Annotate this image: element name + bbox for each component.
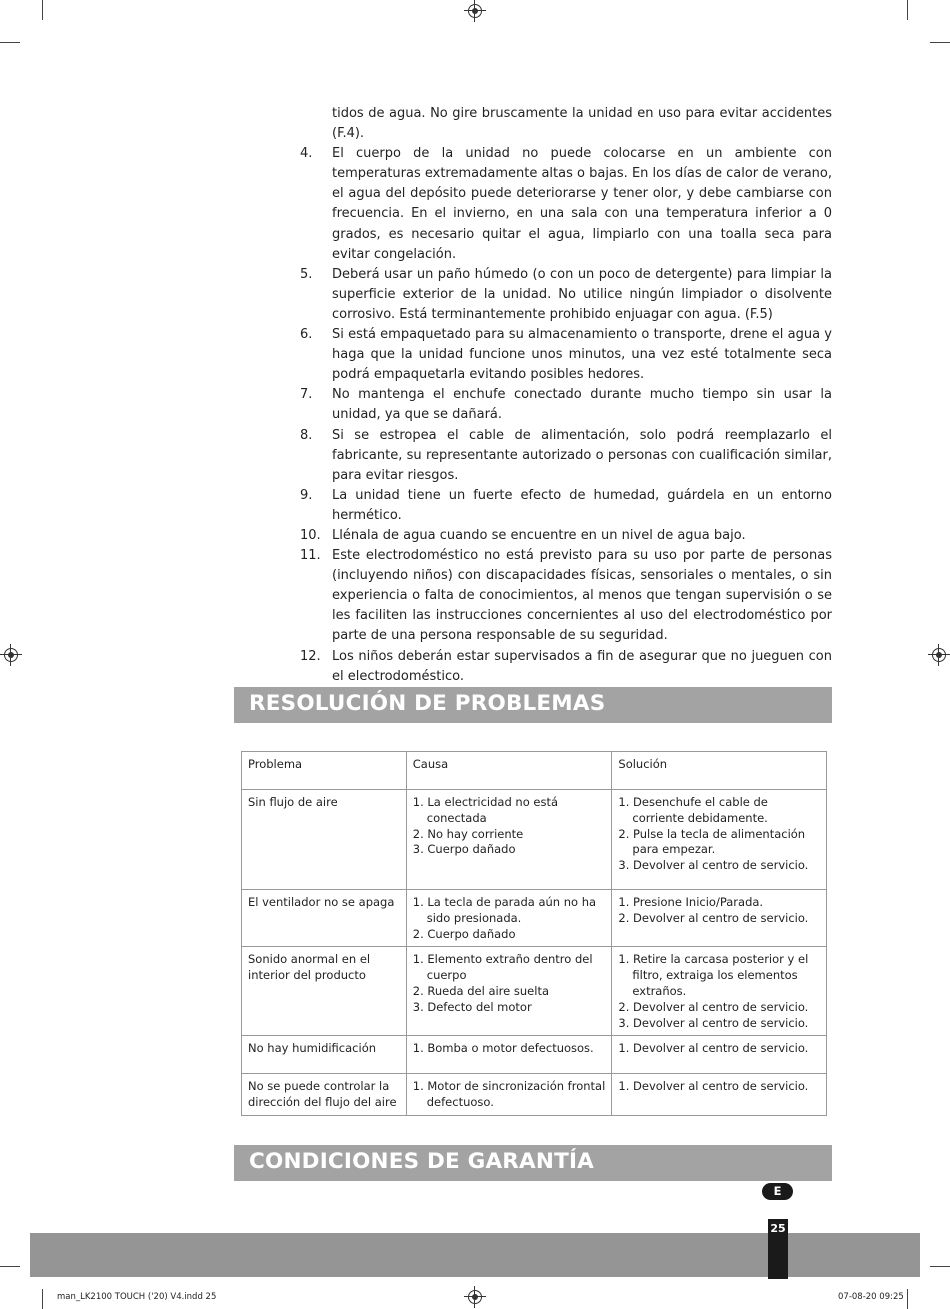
- section-title: CONDICIONES DE GARANTÍA: [249, 1149, 594, 1174]
- list-item-text: Este electrodoméstico no está previsto para su uso por parte de personas (incluyendo niños) con discapacidades físicas, sensoriales o mentales, o sin experiencia o falta de conocimientos, al menos que tengan supervisión o se les faciliten las instrucciones concernientes al uso del electrodoméstico por parte de una persona responsable de su seguridad.: [332, 548, 832, 644]
- header-cell: Causa: [406, 752, 612, 790]
- list-continuation: tidos de agua. No gire bruscamente la unidad en uso para evitar accidentes (F.4).: [332, 106, 832, 142]
- crop-mark: [0, 42, 20, 43]
- list-item-number: 5.: [300, 266, 313, 282]
- solution-cell: [612, 1036, 827, 1074]
- list-item: [300, 385, 832, 425]
- solution-cell: [612, 890, 827, 947]
- problem-cell: No hay humidificación: [242, 1036, 407, 1074]
- list-item-number: 7.: [300, 387, 313, 403]
- registration-mark-icon: [468, 4, 482, 18]
- crop-mark: [42, 1289, 43, 1309]
- list-item-number: 6.: [300, 327, 313, 343]
- cause-item: 2. Rueda del aire suelta: [412, 983, 549, 998]
- registration-mark-icon: [4, 648, 18, 662]
- solution-item: 2. Devolver al centro de servicio.: [618, 999, 809, 1014]
- list-item-text: Deberá usar un paño húmedo (o con un poco de detergente) para limpiar la superficie exterior de la unidad. No utilice ningún limpiador o disolvente corrosivo. Está terminantemente prohibido enjuagar con agua. (F.5): [332, 266, 832, 322]
- registration-mark-icon: [468, 1290, 482, 1304]
- list-item-number: 8.: [300, 427, 313, 443]
- print-slug-right: 07-08-20 09:25: [838, 1292, 904, 1302]
- section-header-warranty: [234, 1145, 832, 1181]
- solution-cell: [612, 947, 827, 1036]
- table-header-row: [242, 752, 827, 790]
- maintenance-list: [300, 104, 832, 687]
- list-item: [300, 265, 832, 325]
- list-item-text: No mantenga el enchufe conectado durante mucho tiempo sin usar la unidad, ya que se dañará.: [332, 387, 832, 423]
- cause-cell: [406, 890, 612, 947]
- table-row: [242, 890, 827, 947]
- cause-item: 1. Elemento extraño dentro del cuerpo: [412, 952, 593, 983]
- solution-item: 1. Presione Inicio/Parada.: [618, 895, 764, 909]
- section-header-troubleshooting: [234, 687, 832, 723]
- solution-cell: [612, 1074, 827, 1116]
- table-row: [242, 790, 827, 890]
- list-item-text: Los niños deberán estar supervisados a fin de asegurar que no jueguen con el electrodoméstico.: [332, 648, 832, 684]
- crop-mark: [930, 42, 950, 43]
- solution-item: 1. Desenchufe el cable de corriente debidamente.: [618, 795, 768, 825]
- list-item-number: 12.: [300, 648, 321, 664]
- cause-item: 2. No hay corriente: [412, 826, 524, 841]
- problem-cell: Sin flujo de aire: [242, 790, 407, 890]
- solution-item: 1. Devolver al centro de servicio.: [618, 1079, 809, 1094]
- problem-cell: No se puede controlar la dirección del flujo del aire: [242, 1074, 407, 1116]
- list-items: [300, 144, 832, 687]
- registration-mark-icon: [932, 648, 946, 662]
- table-row: [242, 1036, 827, 1074]
- problem-cell: Sonido anormal en el interior del producto: [242, 947, 407, 1036]
- list-item-text: Si se estropea el cable de alimentación, solo podrá reemplazarlo el fabricante, su representante autorizado o personas con cualificación similar, para evitar riesgos.: [332, 427, 832, 483]
- solution-item: 1. Retire la carcasa posterior y el filtro, extraiga los elementos extraños.: [618, 952, 809, 998]
- list-item-text: Si está empaquetado para su almacenamiento o transporte, drene el agua y haga que la unidad funcione unos minutos, una vez esté totalmente seca podrá empaquetarla evitando posibles hedores.: [332, 327, 832, 383]
- cause-item: 1. Motor de sincronización frontal defectuoso.: [412, 1079, 606, 1110]
- cause-item: 1. Bomba o motor defectuosos.: [412, 1041, 594, 1056]
- list-item-number: 4.: [300, 146, 313, 162]
- solution-item: 2. Devolver al centro de servicio.: [618, 910, 809, 925]
- cause-item: 3. Cuerpo dañado: [412, 842, 516, 857]
- header-cell: Problema: [242, 752, 407, 790]
- crop-mark: [42, 0, 43, 20]
- list-item-number: 10.: [300, 527, 321, 543]
- list-item: [300, 325, 832, 385]
- list-item: [300, 647, 832, 687]
- list-item-text: El cuerpo de la unidad no puede colocarse en un ambiente con temperaturas extremadamente altas o bajas. En los días de calor de verano, el agua del depósito puede deteriorarse y tener olor, y debe cambiarse con frecuencia. En el invierno, en una sala con una temperatura inferior a 0 grados, es necesario quitar el agua, limpiarlo con una toalla seca para evitar congelación.: [332, 146, 832, 262]
- crop-mark: [930, 1266, 950, 1267]
- cause-item: 1. La electricidad no está conectada: [412, 795, 559, 825]
- table-row: [242, 947, 827, 1036]
- cause-cell: [406, 947, 612, 1036]
- problem-cell: El ventilador no se apaga: [242, 890, 407, 947]
- section-title: RESOLUCIÓN DE PROBLEMAS: [249, 691, 606, 716]
- list-item: [300, 144, 832, 265]
- crop-mark: [907, 0, 908, 20]
- list-item-number: 9.: [300, 487, 313, 503]
- cause-item: 1. La tecla de parada aún no ha sido presionada.: [412, 895, 597, 925]
- solution-cell: [612, 790, 827, 890]
- troubleshooting-table: [241, 751, 827, 1116]
- page-number: 25: [768, 1219, 788, 1279]
- cause-item: 3. Defecto del motor: [412, 999, 532, 1014]
- table-row: [242, 1074, 827, 1116]
- list-item: [300, 546, 832, 646]
- crop-mark: [907, 1289, 908, 1309]
- language-badge: E: [762, 1183, 793, 1200]
- print-slug-left: man_LK2100 TOUCH ('20) V4.indd 25: [57, 1292, 217, 1302]
- cause-cell: [406, 790, 612, 890]
- cause-cell: [406, 1036, 612, 1074]
- cause-item: 2. Cuerpo dañado: [412, 926, 516, 941]
- list-item-number: 11.: [300, 548, 321, 564]
- solution-item: 2. Pulse la tecla de alimentación para empezar.: [618, 826, 806, 857]
- list-item: [300, 486, 832, 526]
- solution-item: 3. Devolver al centro de servicio.: [618, 1015, 809, 1030]
- list-item: [300, 526, 832, 546]
- solution-item: 3. Devolver al centro de servicio.: [618, 858, 809, 873]
- solution-item: 1. Devolver al centro de servicio.: [618, 1041, 809, 1056]
- cause-cell: [406, 1074, 612, 1116]
- list-item-text: Llénala de agua cuando se encuentre en un nivel de agua bajo.: [332, 527, 746, 543]
- list-item: [300, 426, 832, 486]
- header-cell: Solución: [612, 752, 827, 790]
- crop-mark: [0, 1266, 20, 1267]
- list-item-text: La unidad tiene un fuerte efecto de humedad, guárdela en un entorno hermético.: [332, 487, 832, 523]
